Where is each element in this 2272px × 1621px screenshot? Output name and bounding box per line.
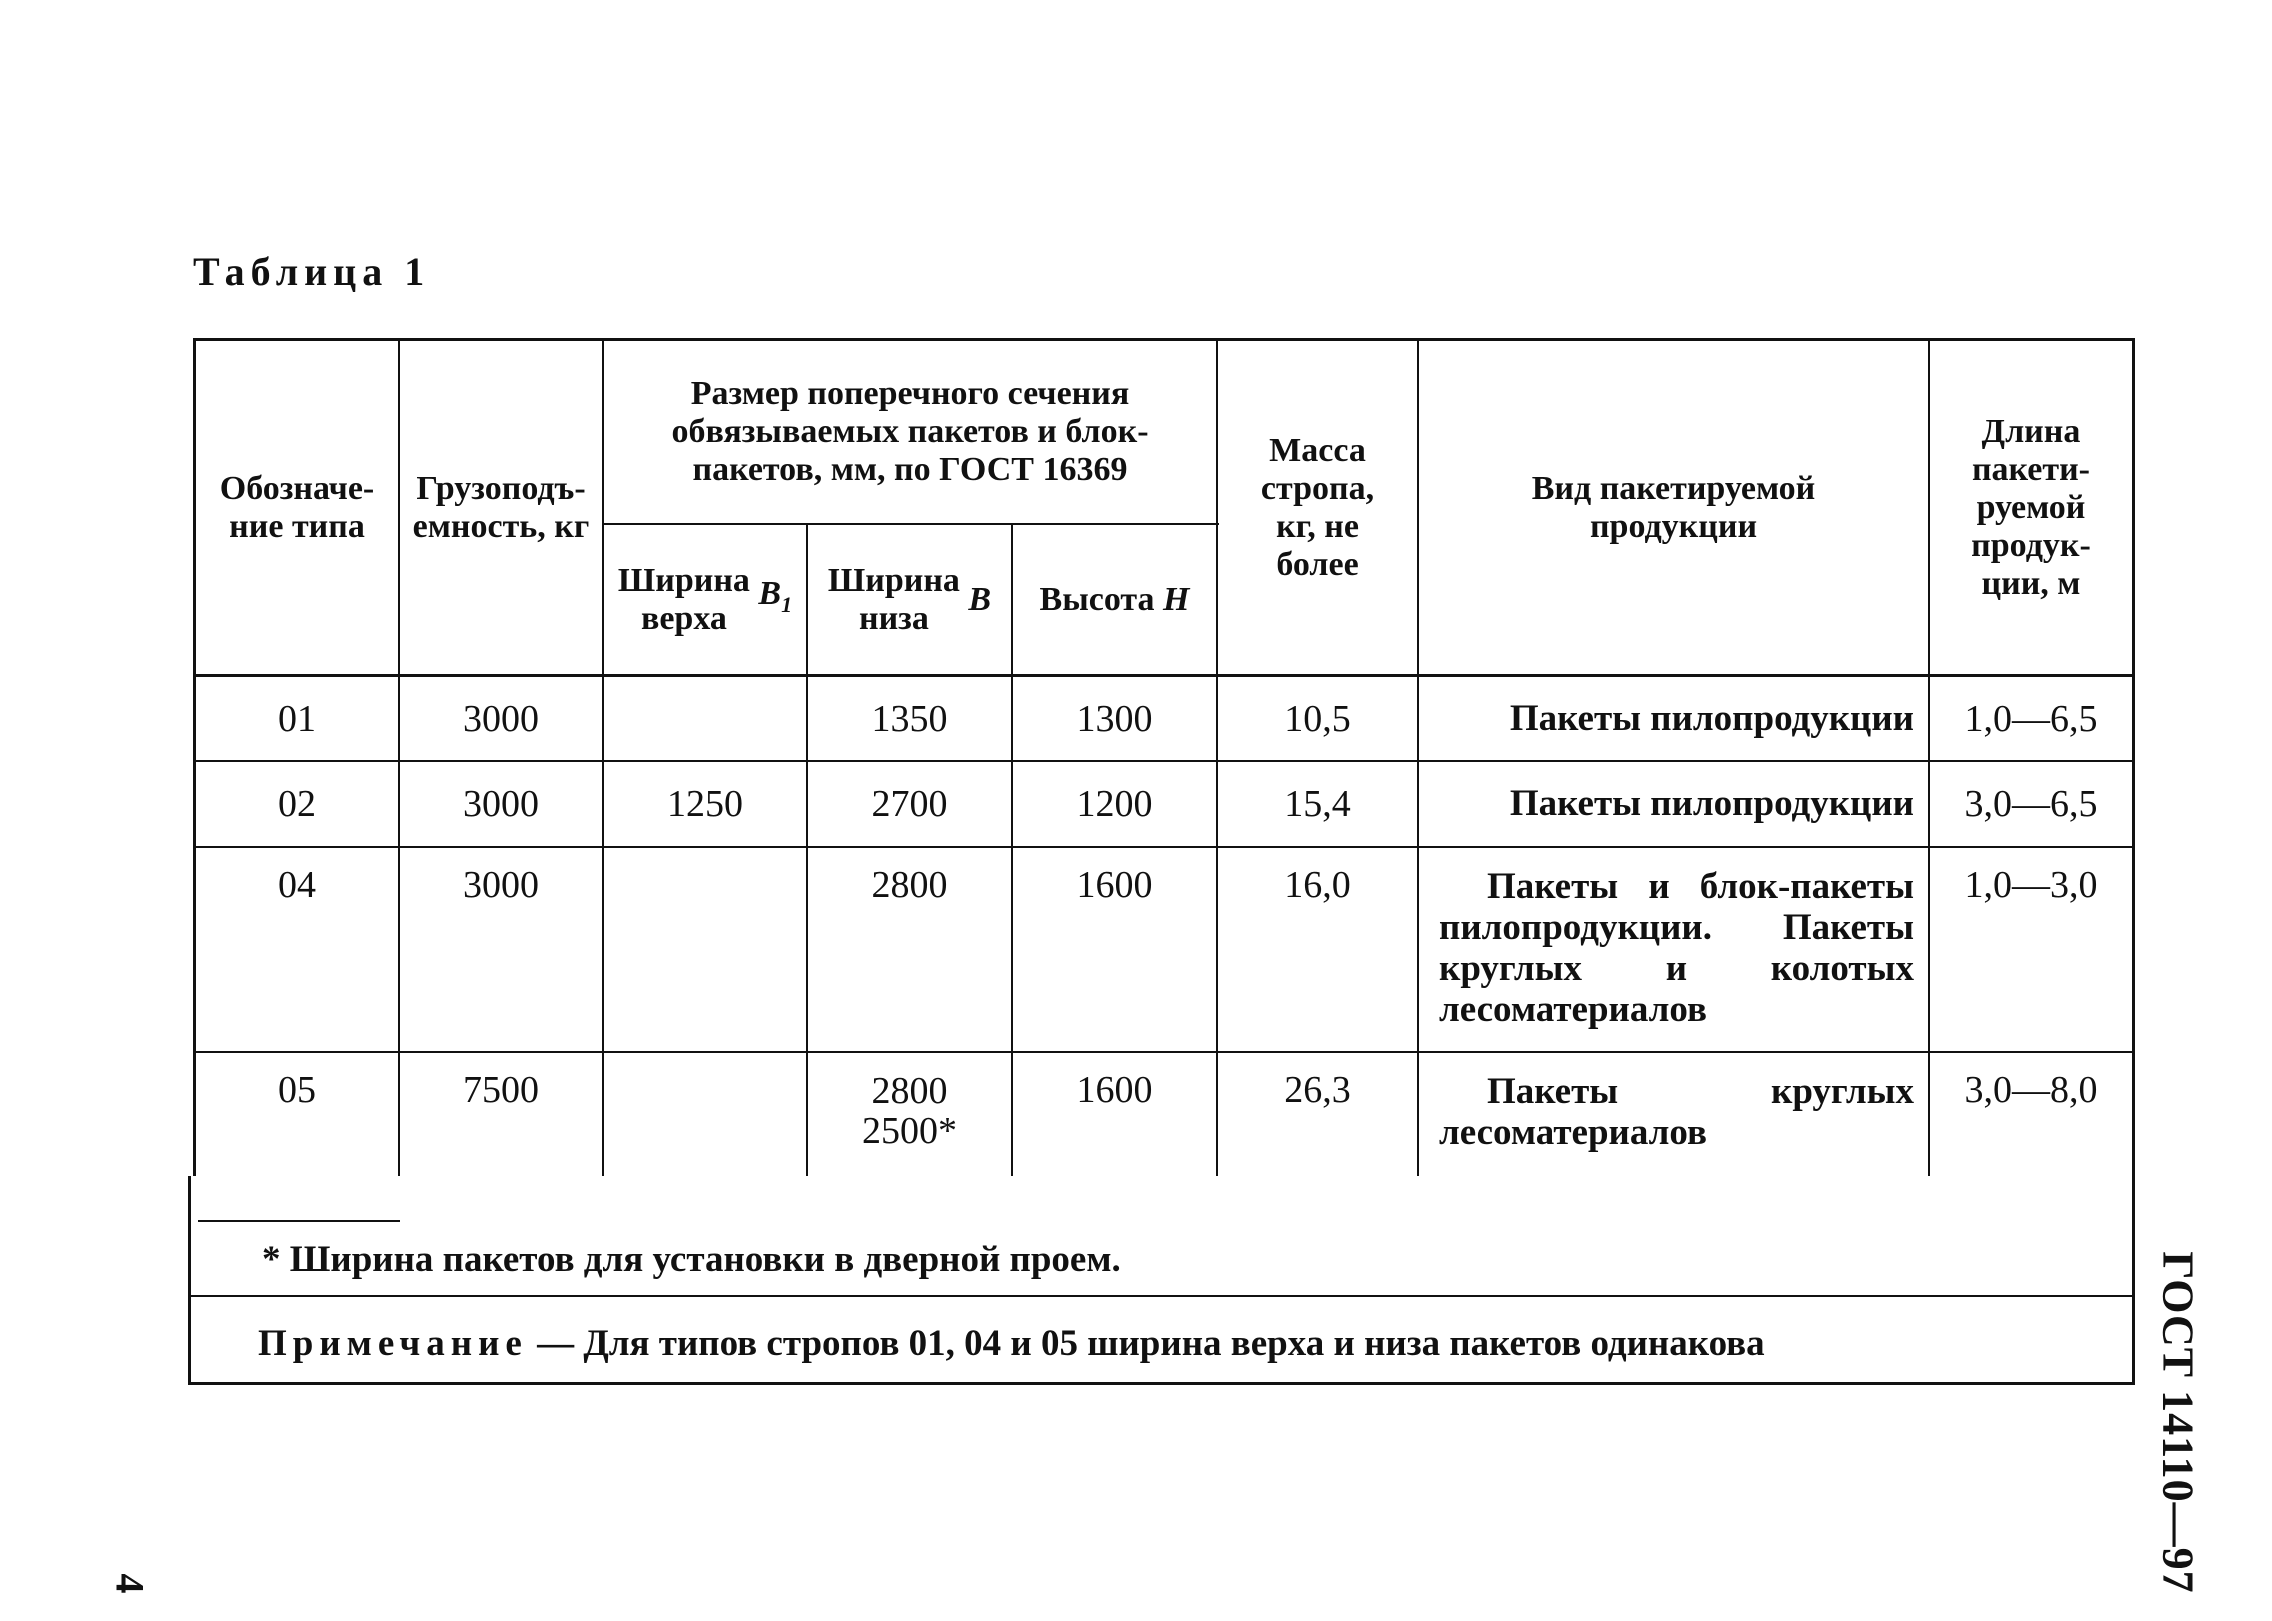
row-3-height: 1600 <box>1076 864 1153 906</box>
row-1-capacity: 3000 <box>463 697 539 740</box>
table-footnote: * Ширина пакетов для установки в дверной проем. <box>262 1239 1121 1280</box>
row-3-top-width <box>604 848 806 1051</box>
row-4-product: Пакеты круглых лесоматериалов <box>1439 1071 1914 1153</box>
row-4-mass: 26,3 <box>1284 1069 1351 1111</box>
row-1-height: 1300 <box>1076 697 1153 740</box>
row-1-length: 1,0—6,5 <box>1964 697 2098 740</box>
row-4-capacity: 7500 <box>463 1069 539 1111</box>
row-1-mass: 10,5 <box>1284 697 1351 740</box>
row-1-product: Пакеты пилопродукции <box>1509 697 1914 739</box>
row-3-bottom-width: 2800 <box>871 864 948 906</box>
row-2-length: 3,0—6,5 <box>1964 783 2098 825</box>
row-3-length: 1,0—3,0 <box>1964 864 2098 906</box>
rule-left-notes <box>188 1176 191 1385</box>
table-remark <box>258 1322 1765 1365</box>
row-3-type: 04 <box>278 864 316 906</box>
rule-notes-divider <box>188 1295 2135 1297</box>
rule-footnote-short <box>198 1220 400 1222</box>
header-capacity: Грузоподъ-емность, кг <box>412 469 590 545</box>
remark-text: — Для типов стропов 01, 04 и 05 ширина верха и низа пакетов одинакова <box>527 1323 1765 1364</box>
table-caption: Таблица 1 <box>193 249 431 294</box>
row-2-capacity: 3000 <box>463 783 539 825</box>
page-number: 4 <box>107 1573 153 1594</box>
rule-right <box>2132 338 2135 1385</box>
header-height: Высота H <box>1039 580 1190 618</box>
standard-code-text: ГОСТ 14110—97 <box>2153 1250 2203 1594</box>
row-3-product: Пакеты и блок-пакеты пилопродукции. Пакеты круглых и колотых лесоматериалов <box>1439 866 1914 1030</box>
row-1-type: 01 <box>278 697 316 740</box>
rule-bottom <box>188 1382 2135 1385</box>
row-2-product: Пакеты пилопродукции <box>1509 783 1914 824</box>
row-3-capacity: 3000 <box>463 864 539 906</box>
header-product: Вид пакетируемой продукции <box>1531 469 1816 545</box>
row-4-bottom-width: 2800 2500* <box>862 1070 957 1152</box>
row-1-top-width <box>604 677 806 760</box>
row-4-height: 1600 <box>1076 1069 1153 1111</box>
row-2-bottom-width: 2700 <box>871 783 948 825</box>
row-2-height: 1200 <box>1076 783 1153 825</box>
header-bottom-width: Ширина низа B <box>827 561 992 637</box>
row-2-type: 02 <box>278 783 316 825</box>
row-4-type: 05 <box>278 1069 316 1111</box>
standard-code <box>2138 1250 2218 1594</box>
row-3-mass: 16,0 <box>1284 864 1351 906</box>
row-2-mass: 15,4 <box>1284 783 1351 825</box>
row-2-top-width: 1250 <box>667 783 743 825</box>
row-1-bottom-width: 1350 <box>871 697 948 740</box>
header-type: Обозначе-ние типа <box>219 469 375 545</box>
remark-label: Примечание <box>258 1323 528 1364</box>
header-top-width: Ширина верха $B_1$ <box>617 561 793 637</box>
header-mass: Масса стропа, кг, не более <box>1260 431 1375 583</box>
row-4-top-width <box>604 1053 806 1176</box>
header-length: Длина пакети-руемой продук-ции, м <box>1971 412 2091 602</box>
row-4-length: 3,0—8,0 <box>1964 1069 2098 1111</box>
header-section-group: Размер поперечного сечения обвязываемых пакетов и блок-пакетов, мм, по ГОСТ 16369 <box>671 375 1149 488</box>
